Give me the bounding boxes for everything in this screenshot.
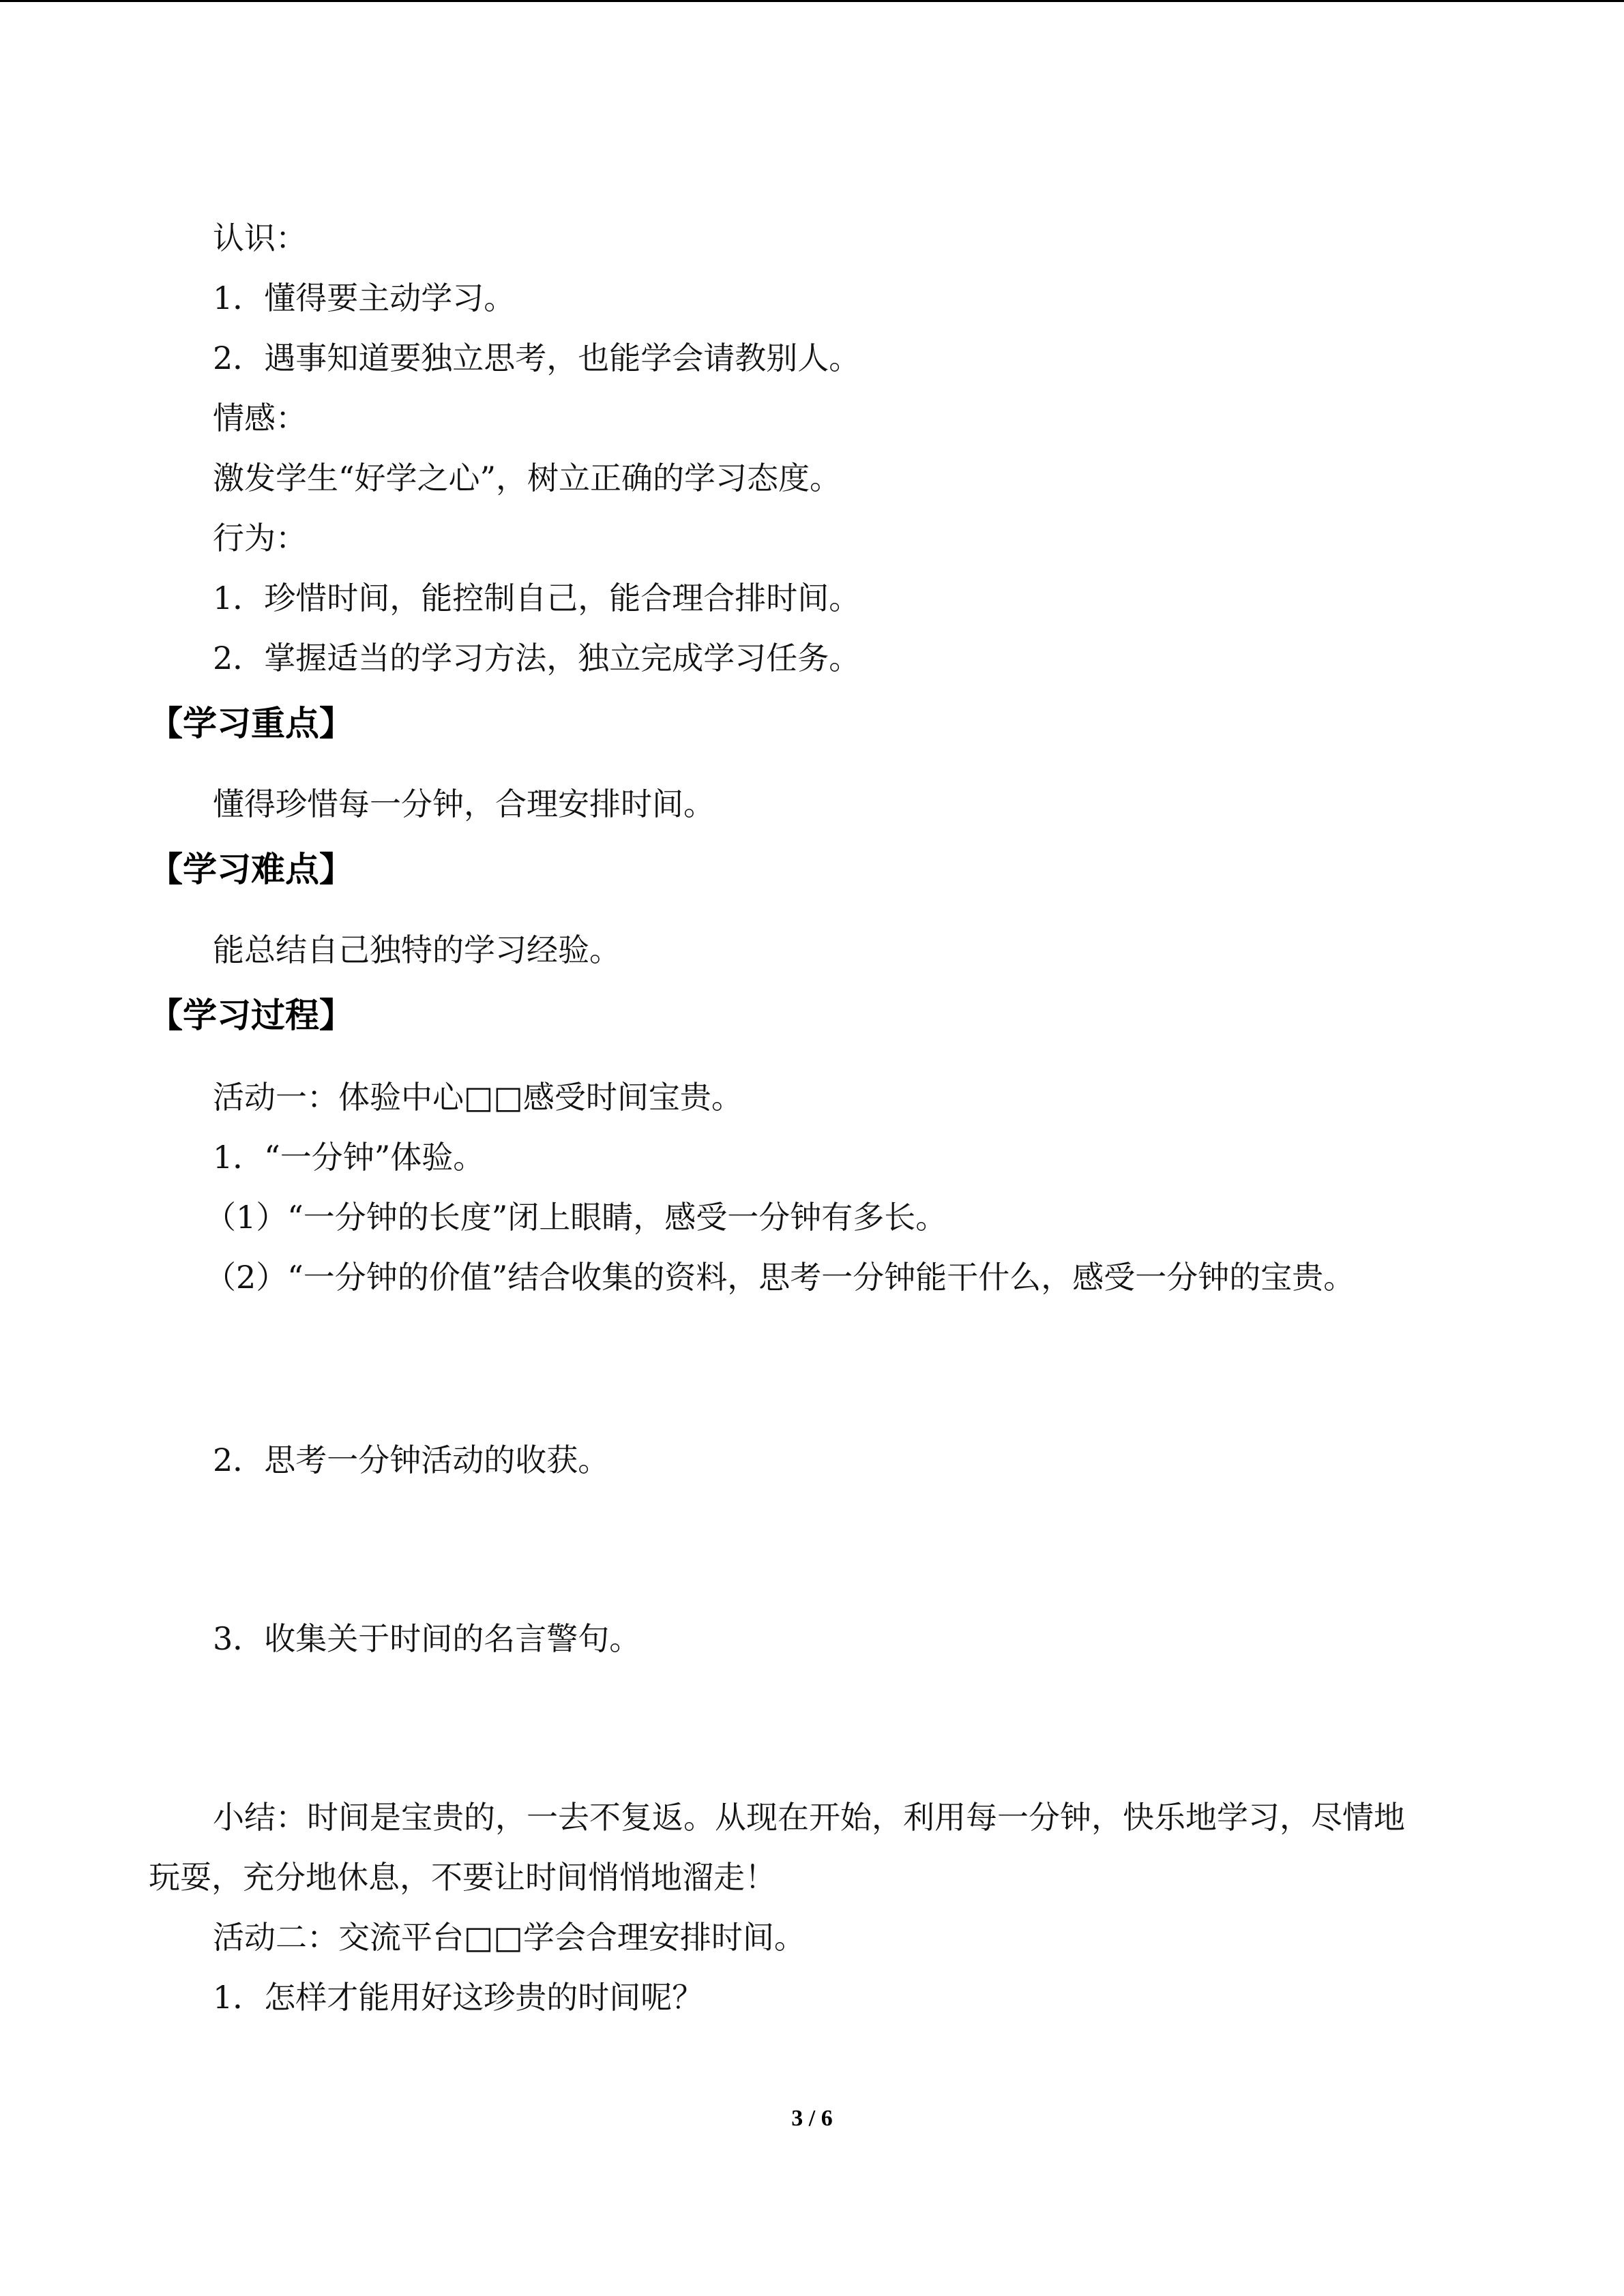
activity1-item-3: 3．收集关于时间的名言警句。 bbox=[213, 1620, 641, 1657]
activity2-title: 活动二：交流平台□□学会合理安排时间。 bbox=[213, 1919, 806, 1956]
behavior-item-1: 1．珍惜时间，能控制自己，能合理合排时间。 bbox=[213, 580, 861, 616]
activity1-title: 活动一：体验中心□□感受时间宝贵。 bbox=[213, 1079, 743, 1116]
activity1-item-1: 1．“一分钟”体验。 bbox=[213, 1139, 485, 1176]
difficulties-heading: 【学习难点】 bbox=[149, 850, 353, 889]
activity1-subitem-2: （2）“一分钟的价值”结合收集的资料，思考一分钟能干什么，感受一分钟的宝贵。 bbox=[205, 1259, 1355, 1296]
activity2-item-1: 1．怎样才能用好这珍贵的时间呢？ bbox=[213, 1979, 704, 2016]
cognition-item-2: 2．遇事知道要独立思考，也能学会请教别人。 bbox=[213, 340, 861, 376]
process-heading: 【学习过程】 bbox=[149, 996, 353, 1035]
emotion-label: 情感： bbox=[213, 400, 307, 436]
activity1-subitem-1: （1）“一分钟的长度”闭上眼睛，感受一分钟有多长。 bbox=[205, 1199, 947, 1236]
emotion-text: 激发学生“好学之心”，树立正确的学习态度。 bbox=[213, 460, 842, 496]
difficulties-text: 能总结自己独特的学习经验。 bbox=[213, 931, 621, 968]
activity1-item-2: 2．思考一分钟活动的收获。 bbox=[213, 1442, 610, 1478]
cognition-label: 认识： bbox=[213, 220, 307, 256]
behavior-item-2: 2．掌握适当的学习方法，独立完成学习任务。 bbox=[213, 640, 861, 676]
page-number: 3 / 6 bbox=[791, 2106, 833, 2131]
cognition-item-1: 1．懂得要主动学习。 bbox=[213, 280, 516, 316]
key-points-heading: 【学习重点】 bbox=[149, 704, 353, 743]
behavior-label: 行为： bbox=[213, 520, 307, 556]
summary-line-2: 玩耍，充分地休息，不要让时间悄悄地溜走！ bbox=[149, 1859, 776, 1896]
summary-line-1: 小结：时间是宝贵的，一去不复返。从现在开始，利用每一分钟，快乐地学习，尽情地 bbox=[213, 1799, 1405, 1836]
key-points-text: 懂得珍惜每一分钟，合理安排时间。 bbox=[213, 786, 715, 822]
